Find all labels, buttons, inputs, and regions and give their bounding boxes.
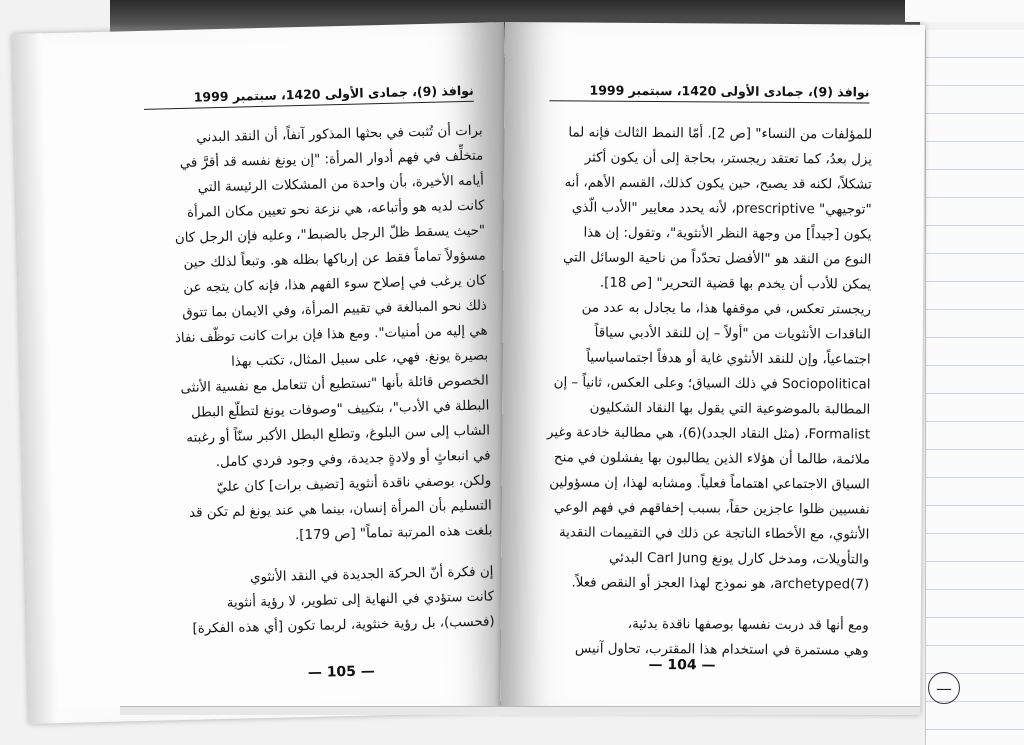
text-line: "توجيهي" prescriptive، لأنه يحدد معايير "الأدب الّذي <box>571 200 872 218</box>
left-page-number: — 105 — <box>307 663 376 681</box>
text-line: "حيث يسقط ظلّ الرجل بالضبط"، وعليه فإن الرجل كان <box>174 223 486 247</box>
text-line: تشكلاً، لكنه قد يصبح، حين يكون كذلك، القسم الأهم، أنه <box>564 175 872 193</box>
text-line: برات أن تُثبت في بحثها المذكور آنفاً، أن النقد البدني <box>196 123 483 146</box>
text-line: ومع أنها قد دربت نفسها بوصفها ناقدة بدئية، <box>627 616 869 634</box>
text-line: يكون [جيداً] من وجهة النظر الأنثوية"، وتقول: إن هذا <box>583 225 872 243</box>
text-line: كان يرغب في إصلاح سوء الفهم هذا، فإنه كان يتجه عن <box>183 273 487 296</box>
text-line: أيامه الأخيرة، بأن واحدة من المشكلات الرئيسة التي <box>197 173 485 196</box>
left-page <box>12 22 521 724</box>
text-line: ذلك نحو المبالغة في تقييم المرأة، وفي الايمان بما تتوق <box>182 298 488 321</box>
text-line: الخصوص قائلة بأنها "تستطيع أن تتعامل مع نفسية الأنثى <box>180 373 489 397</box>
text-line: متخلِّف في فهم أدوار المرأة: "إن يونغ نفسه قد أقرَّ في <box>179 148 484 171</box>
text-line: الشاب إلى سن البلوغ، وتطلع البطل الأكبر سنّاً أو رغبته <box>186 423 491 446</box>
text-line: البطلة في الأدب"، بتكييف "وصوفات يونغ لتطلّع البطل <box>190 398 490 421</box>
right-body-text <box>543 120 873 663</box>
text-line: مسؤولاً تماماً فقط عن إرباكها بظله هو. وتبعاً لذلك حين <box>183 248 486 271</box>
lined-paper-sheet <box>925 30 1024 745</box>
text-line: ريجستر تعكس، في موقفها هذا، ما يجادل به عدد من <box>581 300 872 318</box>
text-line: Sociopolitical في ذلك السياق؛ وعلى العكس، ثانياً – إن <box>553 375 871 393</box>
scanner-edge <box>905 0 1024 22</box>
right-running-head: نوافذ (9)، جمادى الأولى 1420، سبتمبر 1999 <box>549 82 869 103</box>
text-line: هي إليه من أمنيات". ومع هذا فإن برات كانت توظّف نفاذ <box>174 323 488 347</box>
text-line: نفسيين ظلوا عاجزين حقاً، بسبب إخفاقهم في فهم الوعي <box>553 500 870 518</box>
text-line: إن فكرة أنّ الحركة الجديدة في النقد الأنثوي <box>249 564 494 586</box>
book-bottom-edge <box>120 706 920 715</box>
text-line: وهي مستمرة في استخدام هذا المقترب، تحاول آنيس <box>574 641 869 659</box>
text-line: المطالبة بالموضوعية التي يقول بها النقاد الشكليون <box>589 400 871 418</box>
handwritten-circle-mark: — <box>928 672 960 704</box>
text-line: بلغت هذه المرتبة تماماً" [ص 179]. <box>294 523 493 544</box>
text-line: ولكن، بوصفي ناقدة أنثوية [تضيف برات] كان عليّ <box>216 473 492 496</box>
text-line: النوع من النقد هو "الأفضل تحدّداً من ناحية الوسائل التي <box>562 250 872 268</box>
text-line: الأنثوي، مع الأخطاء الناتجة عن ذلك في التقييمات النقدية <box>558 525 870 543</box>
left-running-head: نوافذ (9)، جمادى الأولى 1420، سبتمبر 1999 <box>144 83 474 110</box>
text-line: يمكن للأدب أن يخدم بها قضية التحرير" [ص 18]. <box>599 275 872 293</box>
text-line: للمؤلفات من النساء" [ص 2]. أمّا النمط الثالث فإنه لما <box>568 125 873 143</box>
text-line: السياق الاجتماعي اهتماماً فعلياً. ومشابه لهذا، إن مسؤولين <box>549 475 870 493</box>
text-line: التسليم بأن المرأة إنسان، بينما هي عند يونغ لم تكن قد <box>188 498 493 521</box>
text-line: والتأويلات، ومدخل كارل يونغ Carl Jung البدئي <box>608 550 870 568</box>
right-page-number: — 104 — <box>648 657 716 674</box>
text-line: كانت لديه هو وأتباعه، هي نزعة نحو تعيين مكان المرأة <box>186 198 485 221</box>
text-line: اجتماعياً، وإن للنقد الأنثوي غاية أو هدفاً اجتماسياسياً <box>586 350 871 368</box>
text-line: الناقدات الأنثويات من "أولاً – إن للنقد الأدبي سياقاً <box>594 325 871 343</box>
text-line: في انبعاثٍ أو ولادةٍ جديدة، وفي وجود فردي كامل. <box>215 448 491 471</box>
text-line: Formalist، (مثل النقاد الجدد)(6)، هي مطالبة خادعة وغير <box>546 425 871 443</box>
text-line: (فحسب)، بل رؤية خنثوية، لربما تكون [أي هذه الفكرة] <box>192 614 495 637</box>
text-line: archetyped(7)، هو نموذج لهذا العجز أو النقص فعلاً. <box>571 575 870 593</box>
text-line: يزل بعدُ، كما تعتقد ريجستر، بحاجة إلى أن يكون أكثر <box>584 150 873 168</box>
text-line: كانت ستؤدي في النهاية إلى تطوير، لا رؤية أنثوية <box>226 589 495 611</box>
text-line: بصيرة يونغ. فهي، على سبيل المثال، تكتب بهذا <box>230 348 489 370</box>
right-page <box>500 22 925 715</box>
text-line: ملائمة، طالما أن هؤلاء الذين يطالبون بها يفشلون في منح <box>553 450 871 468</box>
left-body-text <box>142 119 495 643</box>
